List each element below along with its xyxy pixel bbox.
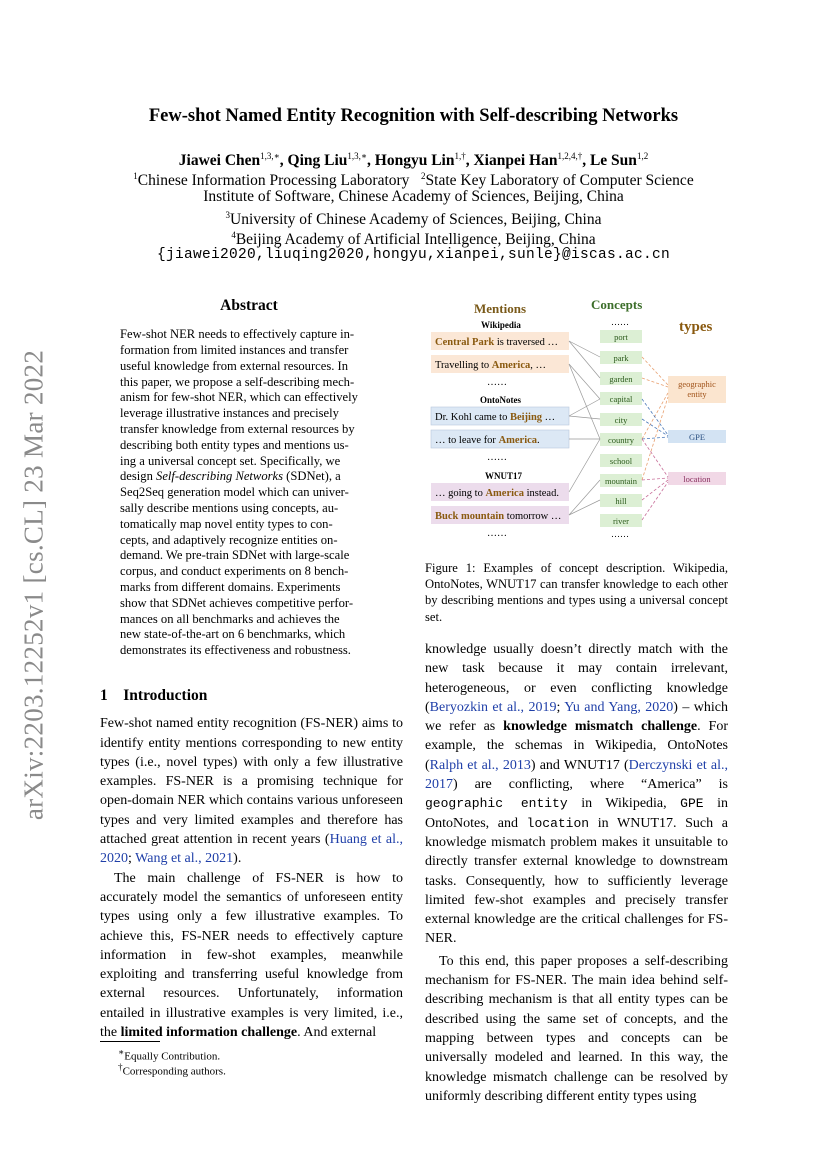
dataset-label: OntoNotes bbox=[480, 395, 521, 405]
bold-term: knowledge mismatch challenge bbox=[503, 719, 698, 735]
affiliation-line-1: $^1$Chinese Information Processing Laboratory $^2$State Key Laboratory of Computer Science bbox=[133, 171, 694, 190]
mention-text: … going to America instead. bbox=[435, 488, 559, 499]
author-affil-mark: 1,3,∗ bbox=[260, 151, 280, 161]
mention-text: Dr. Kohl came to Beijing … bbox=[435, 412, 556, 423]
concept-ellipsis: …… bbox=[611, 529, 629, 539]
author-name: Le Sun bbox=[589, 152, 637, 170]
abstract-line: anism for few-shot NER, which can effectively bbox=[120, 390, 358, 405]
concept-label: school bbox=[609, 456, 633, 466]
emphasis-term: Self-describing Networks bbox=[156, 469, 284, 484]
ellipsis: …… bbox=[487, 528, 507, 539]
abstract-line: describing both entity types and mentions us- bbox=[120, 437, 349, 452]
type-label: geographic bbox=[678, 379, 716, 389]
paper-title: Few-shot Named Entity Recognition with Self-describing Networks bbox=[148, 106, 679, 126]
author-name: Xianpei Han bbox=[473, 152, 558, 170]
right-column-body bbox=[425, 640, 728, 1106]
citation-link[interactable]: Yu and Yang, 2020 bbox=[564, 699, 674, 715]
citation-link[interactable]: Derczynski et al., 2017 bbox=[425, 757, 728, 793]
abstract-line: corpus, and conduct experiments on 8 bench- bbox=[120, 564, 349, 579]
mention-text: Buck mountain tomorrow … bbox=[435, 511, 562, 522]
citation-link[interactable]: Beryozkin et al., 2019 bbox=[429, 699, 557, 715]
intro-paragraph-1: Few-shot named entity recognition (FS-NER) aims to identify entity mentions corresponding to new entity types (i.e., novel types) with only a few illustrative examples. FS-NER is a promising technique for open-domain NER which contains various unforeseen types and very limited examples and therefore has attached great attention in recent years (Huang et al., 2020; Wang et al., 2021). bbox=[100, 716, 404, 867]
author-affil-mark: 1,2,4,† bbox=[557, 151, 583, 161]
abstract-section bbox=[120, 296, 378, 659]
abstract-line: demand. We pre-train SDNet with large-scale bbox=[120, 548, 350, 563]
type-term: geographic entity bbox=[425, 796, 568, 812]
abstract-line: tomatically map novel entity types to con- bbox=[120, 516, 333, 531]
paragraph: To this end, this paper proposes a self-describing mechanism for FS-NER. The main idea behind self-describing mechanism is that all entity types can be described using the same set of concepts, and the mapping between types and concepts can be universally modeled and learned. In this way, the knowledge mismatch challenge can be resolved by uniformly describing different entity types using bbox=[425, 953, 728, 1104]
section-heading: 1 Introduction bbox=[100, 687, 208, 704]
author-name: Qing Liu bbox=[287, 152, 348, 170]
concepts-header: Concepts bbox=[591, 297, 643, 312]
dataset-label: WNUT17 bbox=[485, 471, 523, 481]
footnote-1: ∗Equally Contribution. bbox=[118, 1047, 221, 1063]
concept-label: river bbox=[612, 516, 630, 526]
intro-paragraph-2: The main challenge of FS-NER is how to accurately model the semantics of unforeseen entity types using only a few illustrative examples. To achieve this, FS-NER needs to effectively capture information in few-shot examples, meanwhile exploiting and transferring useful knowledge from external resources. Unfortunately, information entailed in illustrative examples is very limited, i.e., the limited information challenge. And external bbox=[100, 870, 403, 1041]
mention-concept-links bbox=[569, 341, 600, 515]
author-emails: {jiawei2020,liuqing2020,hongyu,xianpei,sunle}@iscas.ac.cn bbox=[156, 247, 671, 263]
concept-ellipsis: …… bbox=[611, 317, 629, 327]
mention-text: Travelling to America, … bbox=[435, 360, 547, 371]
author-affil-mark: 1,2 bbox=[636, 151, 649, 161]
citation-link[interactable]: Wang et al., 2021 bbox=[135, 851, 234, 867]
ellipsis: …… bbox=[487, 452, 507, 463]
abstract-body bbox=[120, 327, 378, 659]
abstract-line: cepts, and adaptively recognize entities on- bbox=[120, 532, 338, 547]
author-name: Hongyu Lin bbox=[374, 152, 455, 170]
bold-term: limited information challenge bbox=[120, 1025, 298, 1041]
concept-label: mountain bbox=[604, 476, 638, 486]
affiliation-line-4: $^4$Beijing Academy of Artificial Intelligence, Beijing, China bbox=[231, 230, 596, 249]
ellipsis: …… bbox=[487, 377, 507, 388]
abstract-line: useful knowledge from external resources. In bbox=[120, 358, 349, 373]
affiliation-line-3: $^3$University of Chinese Academy of Sciences, Beijing, China bbox=[225, 210, 602, 229]
concept-label: city bbox=[614, 415, 628, 425]
concept-label: country bbox=[608, 435, 634, 445]
citation-link[interactable]: Huang et al., 2020 bbox=[100, 832, 404, 867]
figure-1-caption: Figure 1: Examples of concept description. Wikipedia, OntoNotes, WNUT17 can transfer knowledge to each other by describing mentions and types using a universal concept set. bbox=[425, 561, 728, 624]
abstract-line: ing a universal concept set. Specifically, we bbox=[120, 453, 341, 468]
concept-label: capital bbox=[609, 394, 633, 404]
concept-label: park bbox=[613, 353, 629, 363]
author-affil-mark: 1,3,∗ bbox=[347, 151, 368, 161]
author-affil-mark: 1,† bbox=[454, 151, 466, 161]
abstract-line: this paper, we propose a self-describing mech- bbox=[120, 374, 355, 389]
abstract-line: demonstrates its effectiveness and robustness. bbox=[120, 643, 351, 658]
concept-label: garden bbox=[609, 374, 633, 384]
mention-text: … to leave for America. bbox=[435, 435, 540, 446]
concept-label: port bbox=[614, 332, 628, 342]
abstract-line: transfer knowledge from external resources by bbox=[120, 422, 355, 437]
abstract-heading: Abstract bbox=[220, 297, 278, 314]
abstract-line: Seq2Seq generation model which can univer- bbox=[120, 485, 349, 500]
types-header: types bbox=[679, 319, 713, 335]
author-list: Jiawei Chen$^{1,3,∗}$, Qing Liu$^{1,3,∗}$, Hongyu Lin$^{1,\dagger}$, Xianpei Han$^{1,2,4,\dagger}$, Le Sun$^{1,2}$ bbox=[178, 151, 649, 170]
dataset-label: Wikipedia bbox=[481, 320, 521, 330]
type-label: GPE bbox=[688, 432, 706, 442]
abstract-line: mances on all benchmarks and achieves the bbox=[120, 611, 340, 626]
abstract-line: show that SDNet achieves competitive perfor- bbox=[120, 595, 354, 610]
footnote-rule bbox=[100, 1041, 160, 1042]
abstract-line: leverage illustrative instances and precisely bbox=[120, 406, 339, 421]
concept-label: hill bbox=[615, 496, 627, 506]
footnote-2: †Corresponding authors. bbox=[118, 1062, 226, 1078]
affiliation-line-2: Institute of Software, Chinese Academy of Sciences, Beijing, China bbox=[203, 188, 624, 205]
type-label: location bbox=[683, 474, 711, 484]
figure-1-diagram bbox=[425, 293, 730, 543]
type-label: entity bbox=[687, 389, 707, 399]
arxiv-sidebar bbox=[4, 320, 64, 850]
abstract-line: design Self-describing Networks (SDNet), a bbox=[120, 469, 341, 484]
type-term: GPE bbox=[680, 796, 704, 812]
arxiv-identifier: arXiv:2203.12252v1 [cs.CL] 23 Mar 2022 bbox=[18, 349, 49, 821]
type-term: location bbox=[526, 815, 590, 831]
paragraph: knowledge usually doesn’t directly match with the new task because it may contain irrelevant, heterogeneous, or even conflicting knowledge (Beryozkin et al., 2019; Yu and Yang, 2020) – which we refer as knowledge mismatch challenge. For example, the schemas in Wikipedia, OntoNotes (Ralph et al., 2013) and WNUT17 (Derczynski et al., 2017) are conflicting, where “America” is geographic entity in Wikipedia, GPE in OntoNotes, and location in WNUT17. Such a knowledge mismatch problem makes it unsuitable to directly transfer external knowledge to downstream tasks. Consequently, how to sufficiently leverage limited few-shot examples and precisely transfer external knowledge are the critical challenges for FS-NER. bbox=[425, 642, 729, 947]
abstract-line: marks from different domains. Experiments bbox=[120, 580, 341, 595]
introduction-section bbox=[100, 686, 403, 1042]
abstract-line: Few-shot NER needs to effectively capture in- bbox=[120, 327, 355, 342]
mention-text: Central Park is traversed … bbox=[435, 337, 559, 348]
concept-type-links bbox=[642, 357, 668, 520]
author-name: Jiawei Chen bbox=[178, 152, 261, 170]
abstract-line: new state-of-the-art on 6 benchmarks, which bbox=[120, 627, 346, 642]
citation-link[interactable]: Ralph et al., 2013 bbox=[429, 757, 531, 773]
abstract-line: formation from limited instances and transfer bbox=[120, 343, 349, 358]
mentions-header: Mentions bbox=[474, 301, 526, 316]
abstract-line: sally describe mentions using concepts, au- bbox=[120, 501, 339, 516]
